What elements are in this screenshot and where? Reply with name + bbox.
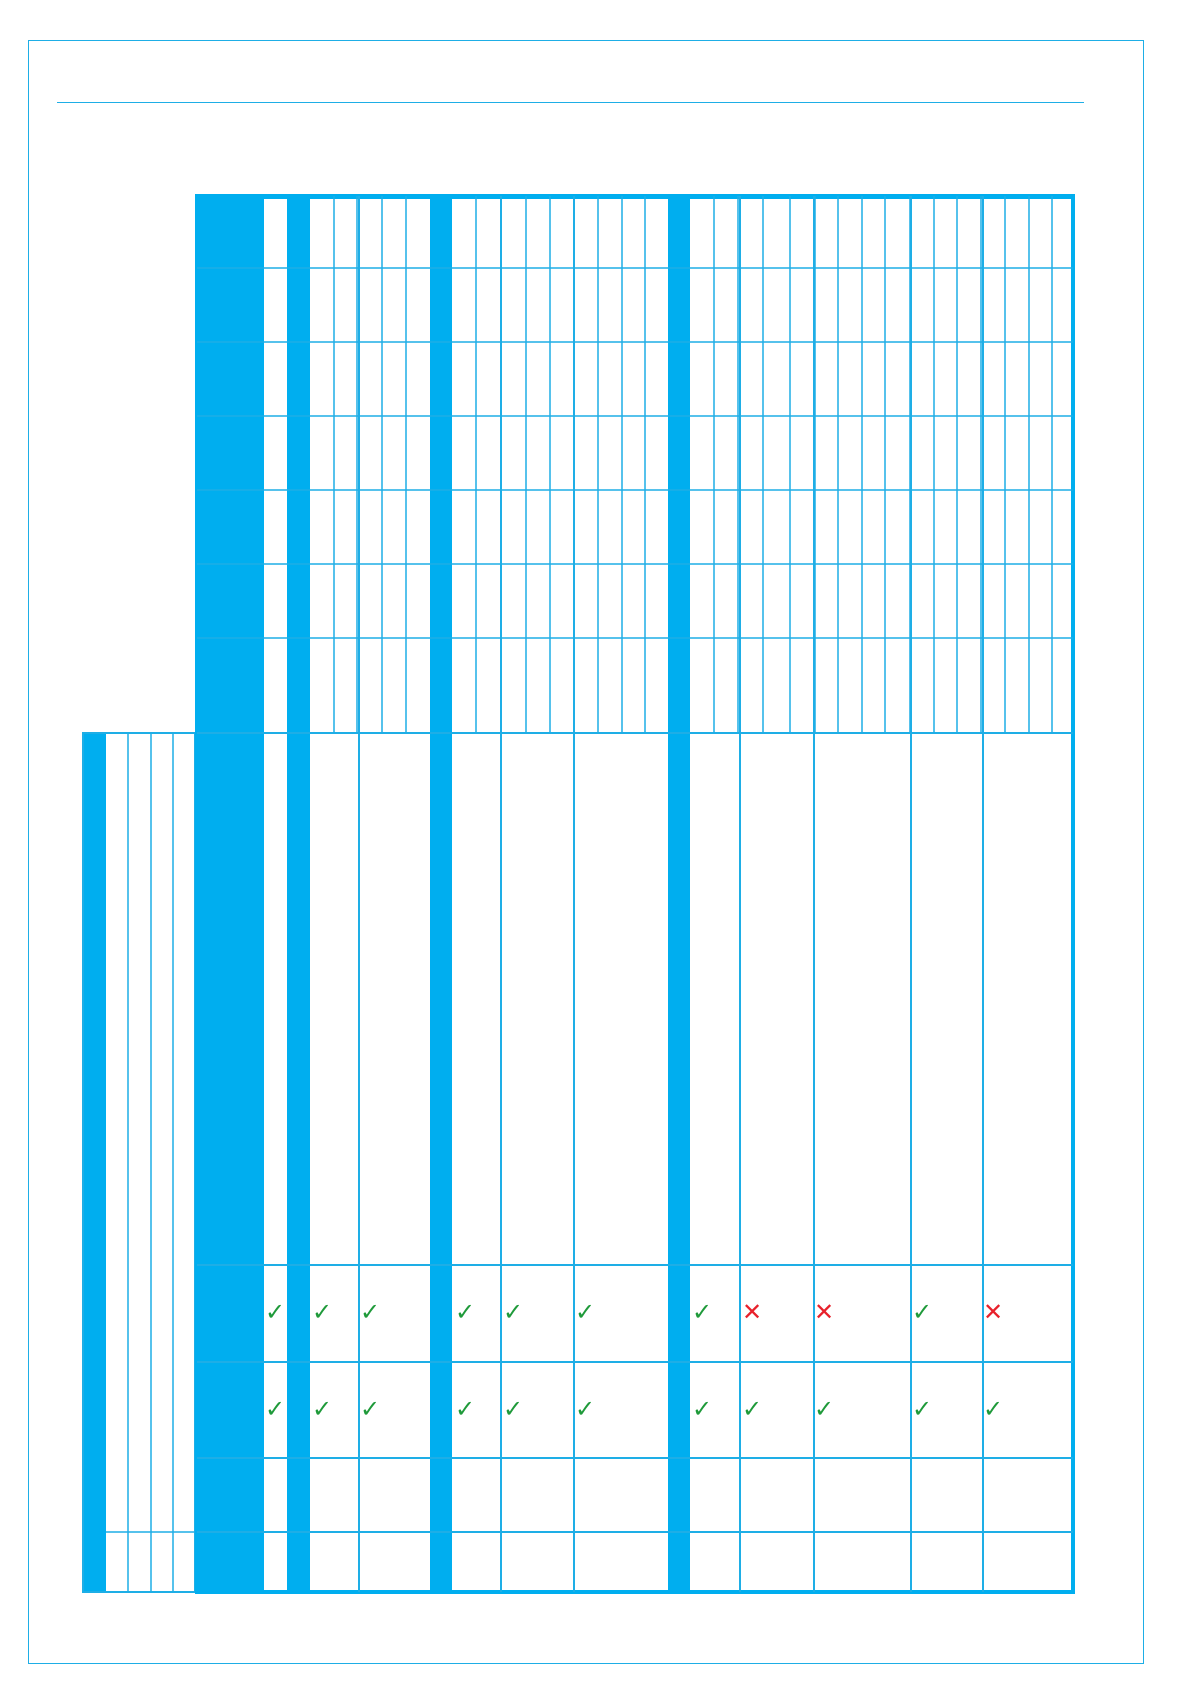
check-icon: ✓ xyxy=(741,1395,763,1423)
check-icon: ✓ xyxy=(311,1298,333,1326)
band-4 xyxy=(668,196,690,1592)
band-2 xyxy=(287,196,310,1592)
check-icon: ✓ xyxy=(813,1395,835,1423)
main-table xyxy=(197,194,1073,1592)
check-icon: ✓ xyxy=(691,1395,713,1423)
check-icon: ✓ xyxy=(264,1395,286,1423)
check-icon: ✓ xyxy=(359,1298,381,1326)
check-icon: ✓ xyxy=(502,1395,524,1423)
check-icon: ✓ xyxy=(911,1298,933,1326)
row-header-column xyxy=(197,196,244,1592)
band-3 xyxy=(430,196,452,1592)
check-icon: ✓ xyxy=(691,1298,713,1326)
status-marks xyxy=(265,1298,1003,1423)
check-icon: ✓ xyxy=(454,1298,476,1326)
check-icon: ✓ xyxy=(264,1298,286,1326)
side-block xyxy=(83,733,197,1592)
cross-icon: ✕ xyxy=(741,1298,763,1326)
check-icon: ✓ xyxy=(574,1395,596,1423)
check-icon: ✓ xyxy=(911,1395,933,1423)
check-icon: ✓ xyxy=(574,1298,596,1326)
band-1 xyxy=(244,196,264,1592)
check-icon: ✓ xyxy=(454,1395,476,1423)
cross-icon: ✕ xyxy=(982,1298,1004,1326)
cross-icon: ✕ xyxy=(813,1298,835,1326)
check-icon: ✓ xyxy=(359,1395,381,1423)
side-block-band xyxy=(83,733,106,1592)
header-row-lines xyxy=(197,268,1073,638)
table-border xyxy=(197,196,1073,1592)
check-icon: ✓ xyxy=(311,1395,333,1423)
check-icon: ✓ xyxy=(982,1395,1004,1423)
check-icon: ✓ xyxy=(502,1298,524,1326)
